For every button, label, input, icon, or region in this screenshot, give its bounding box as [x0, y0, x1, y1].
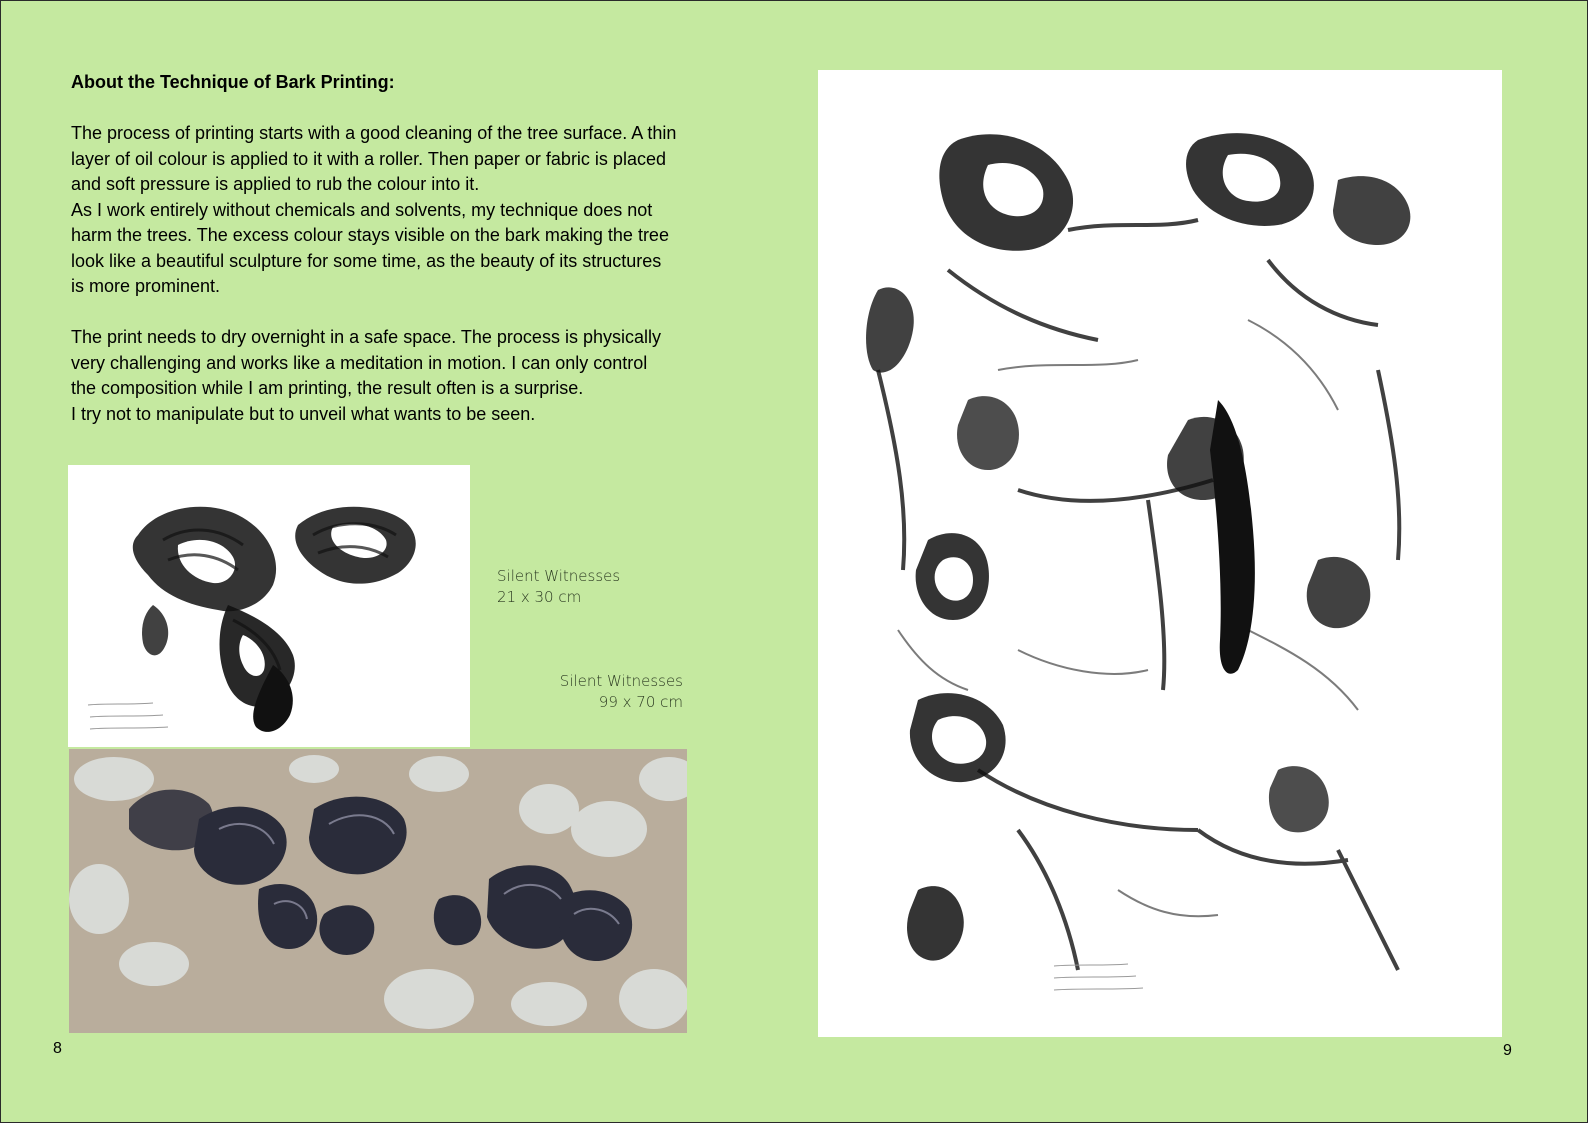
page-number-right: 9 [1503, 1042, 1512, 1059]
caption-size: 21 x 30 cm [497, 588, 582, 606]
text-line: the composition while I am printing, the result often is a surprise. [71, 378, 584, 398]
section-heading: About the Technique of Bark Printing: [71, 72, 395, 92]
text-line: harm the trees. The excess colour stays visible on the bark making the tree [71, 225, 669, 245]
page-number-left: 8 [53, 1040, 62, 1057]
caption-size: 99 x 70 cm [598, 693, 683, 711]
bark-print-large-image [818, 70, 1502, 1037]
caption-title: Silent Witnesses [559, 672, 683, 690]
text-line: layer of oil colour is applied to it with a roller. Then paper or fabric is placed [71, 148, 666, 169]
bark-print-small-image [68, 465, 470, 747]
text-line: I try not to manipulate but to unveil what wants to be seen. [71, 403, 536, 424]
bark-photo-image [69, 749, 687, 1033]
text-line: very challenging and works like a meditation in motion. I can only control [71, 352, 648, 373]
caption-large-print [520, 671, 683, 713]
text-line: and soft pressure is applied to rub the colour into it. [71, 174, 480, 194]
caption-title: Silent Witnesses [497, 567, 621, 585]
caption-small-print [497, 566, 620, 608]
paragraph-1 [71, 121, 731, 300]
text-line: The process of printing starts with a good cleaning of the tree surface. A thin [71, 123, 677, 143]
text-line: look like a beautiful sculpture for some time, as the beauty of its structures [71, 250, 662, 271]
body-text [71, 121, 731, 427]
text-line: The print needs to dry overnight in a safe space. The process is physically [71, 327, 661, 347]
text-line: is more prominent. [71, 276, 221, 296]
text-line: As I work entirely without chemicals and solvents, my technique does not [71, 199, 653, 220]
paragraph-2 [71, 325, 731, 427]
